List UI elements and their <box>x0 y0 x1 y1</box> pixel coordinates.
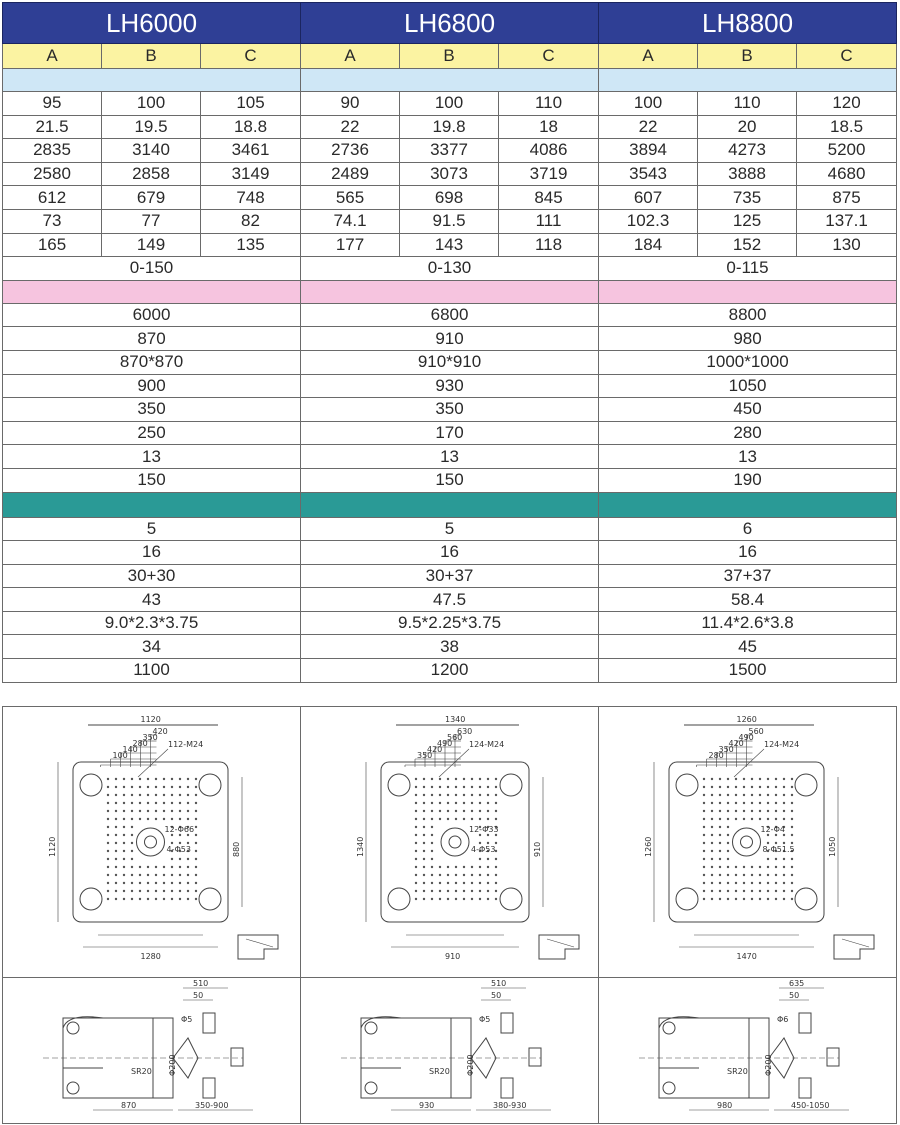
table-row <box>3 659 897 683</box>
table-cell: 5 <box>301 517 599 541</box>
section-band-cell <box>599 280 897 303</box>
dimension-label: 124-M24 <box>469 740 505 749</box>
table-cell: 34 <box>3 635 301 659</box>
variant-label: C <box>797 44 897 69</box>
table-cell: 120 <box>797 92 897 116</box>
nozzle-block <box>203 1013 215 1033</box>
general-section-band <box>3 492 897 517</box>
table-cell: 6 <box>599 517 897 541</box>
table-cell: 100 <box>102 92 201 116</box>
variant-label: A <box>599 44 698 69</box>
table-cell: 20 <box>698 115 797 139</box>
table-row <box>3 303 897 327</box>
dimension-label: Φ200 <box>168 1054 177 1076</box>
table-row <box>3 398 897 422</box>
dimension-label: Φ6 <box>777 1015 789 1024</box>
dimension-label: 280 <box>708 751 724 760</box>
table-cell: 3888 <box>698 162 797 186</box>
tie-bar-hole <box>388 888 410 910</box>
nozzle-drawing <box>599 978 897 1123</box>
table-cell: 3073 <box>400 162 499 186</box>
table-cell: 9.0*2.3*3.75 <box>3 611 301 635</box>
nozzle-block <box>501 1013 513 1033</box>
table-cell: 910 <box>301 327 599 351</box>
platen-drawing <box>599 707 897 977</box>
model-title: LH6000 <box>3 3 301 44</box>
table-cell: 47.5 <box>301 588 599 612</box>
variant-label: B <box>698 44 797 69</box>
table-cell: 150 <box>3 468 301 492</box>
table-cell: 350 <box>3 398 301 422</box>
dimension-label: SR20 <box>429 1067 450 1076</box>
dimension-label: 1050 <box>828 836 837 857</box>
table-cell: 0-150 <box>3 257 301 281</box>
table-cell: 3719 <box>499 162 599 186</box>
table-cell: 100 <box>599 92 698 116</box>
section-band-cell <box>301 492 599 517</box>
dimension-label: 510 <box>193 979 209 988</box>
table-row <box>3 517 897 541</box>
tie-bar-hole <box>199 774 221 796</box>
table-cell: 19.8 <box>400 115 499 139</box>
dimension-label: SR20 <box>131 1067 152 1076</box>
dimension-label: 870 <box>121 1101 137 1110</box>
table-cell: 250 <box>3 421 301 445</box>
dimension-label: 4-Φ53 <box>166 845 191 854</box>
center-ring <box>441 828 469 856</box>
dimension-label: 8-Φ51.5 <box>762 845 795 854</box>
nozzle-block <box>203 1078 215 1098</box>
tie-bar-hole <box>676 774 698 796</box>
table-cell: 13 <box>599 445 897 469</box>
table-cell: 607 <box>599 186 698 210</box>
model-title: LH6800 <box>301 3 599 44</box>
table-cell: 679 <box>102 186 201 210</box>
table-cell: 8800 <box>599 303 897 327</box>
table-row <box>3 635 897 659</box>
dimension-label: 280 <box>132 739 148 748</box>
tie-bar-hole <box>388 774 410 796</box>
table-cell: 135 <box>201 233 301 257</box>
table-cell: 16 <box>3 541 301 565</box>
platen-outline <box>73 762 228 922</box>
table-cell: 74.1 <box>301 209 400 233</box>
table-cell: 90 <box>301 92 400 116</box>
dimension-label: 880 <box>232 841 241 857</box>
dimension-label: 1120 <box>48 836 57 857</box>
table-cell: 5 <box>3 517 301 541</box>
table-cell: 22 <box>301 115 400 139</box>
nozzle-block <box>799 1078 811 1098</box>
table-cell: 22 <box>599 115 698 139</box>
table-cell: 4680 <box>797 162 897 186</box>
platen-drawing <box>301 707 599 977</box>
dimension-label: 490 <box>738 733 754 742</box>
table-cell: 3140 <box>102 139 201 163</box>
dimension-label: 350 <box>417 751 433 760</box>
table-cell: 105 <box>201 92 301 116</box>
dimension-label: 1120 <box>140 715 161 724</box>
table-cell: 184 <box>599 233 698 257</box>
table-cell: 73 <box>3 209 102 233</box>
table-cell: 125 <box>698 209 797 233</box>
table-cell: 3461 <box>201 139 301 163</box>
table-cell: 350 <box>301 398 599 422</box>
tie-bar-hole <box>676 888 698 910</box>
dimension-label: Φ5 <box>479 1015 491 1024</box>
table-cell: 2489 <box>301 162 400 186</box>
table-cell: 43 <box>3 588 301 612</box>
dimension-label: 1340 <box>356 836 365 857</box>
table-cell: 0-115 <box>599 257 897 281</box>
dimension-label: 1260 <box>644 836 653 857</box>
table-cell: 100 <box>400 92 499 116</box>
variant-label: B <box>102 44 201 69</box>
table-row <box>3 139 897 163</box>
dimension-label: 420 <box>427 745 443 754</box>
table-cell: 698 <box>400 186 499 210</box>
section-band-cell <box>599 69 897 92</box>
nozzle-block <box>799 1013 811 1033</box>
table-cell: 870 <box>3 327 301 351</box>
platen-drawing-cell <box>599 707 897 978</box>
table-cell: 9.5*2.25*3.75 <box>301 611 599 635</box>
table-cell: 1050 <box>599 374 897 398</box>
variant-label: A <box>3 44 102 69</box>
table-row <box>3 468 897 492</box>
table-cell: 0-130 <box>301 257 599 281</box>
dimension-label: 1340 <box>445 715 466 724</box>
model-title: LH8800 <box>599 3 897 44</box>
variant-label: C <box>201 44 301 69</box>
table-cell: 2736 <box>301 139 400 163</box>
center-ring <box>137 828 165 856</box>
table-cell: 170 <box>301 421 599 445</box>
table-cell: 13 <box>3 445 301 469</box>
tie-bar-hole <box>500 888 522 910</box>
table-cell: 137.1 <box>797 209 897 233</box>
dimension-label: 380-930 <box>493 1101 527 1110</box>
dimension-label: 560 <box>447 733 463 742</box>
center-ring <box>733 828 761 856</box>
model-header-row <box>3 3 897 44</box>
table-cell: 3149 <box>201 162 301 186</box>
table-cell: 870*870 <box>3 350 301 374</box>
dimension-label: 630 <box>457 727 473 736</box>
nozzle-drawing-cell <box>301 978 599 1124</box>
dimension-label: 930 <box>419 1101 435 1110</box>
platen-drawing-cell <box>301 707 599 978</box>
dimension-label: Φ200 <box>764 1054 773 1076</box>
table-cell: 845 <box>499 186 599 210</box>
tie-bar-hole <box>795 888 817 910</box>
dimension-label: SR20 <box>727 1067 748 1076</box>
nozzle-drawing <box>301 978 599 1123</box>
table-row <box>3 115 897 139</box>
table-cell: 37+37 <box>599 564 897 588</box>
table-cell: 2858 <box>102 162 201 186</box>
nozzle-drawing-cell <box>3 978 301 1124</box>
dimension-label: 490 <box>437 739 453 748</box>
table-cell: 118 <box>499 233 599 257</box>
table-cell: 6000 <box>3 303 301 327</box>
table-cell: 3543 <box>599 162 698 186</box>
table-cell: 3894 <box>599 139 698 163</box>
dimension-label: 100 <box>112 751 128 760</box>
table-row <box>3 541 897 565</box>
table-cell: 4086 <box>499 139 599 163</box>
variant-label: B <box>400 44 499 69</box>
table-cell: 1200 <box>301 659 599 683</box>
tie-bar-hole <box>80 888 102 910</box>
table-cell: 58.4 <box>599 588 897 612</box>
table-cell: 5200 <box>797 139 897 163</box>
table-cell: 1500 <box>599 659 897 683</box>
dimension-label: 50 <box>193 991 204 1000</box>
table-cell: 735 <box>698 186 797 210</box>
table-cell: 95 <box>3 92 102 116</box>
dimension-label: 140 <box>122 745 138 754</box>
dimension-label: 350-900 <box>195 1101 229 1110</box>
dimension-label: 560 <box>748 727 764 736</box>
dimension-label: 12-Φ4 <box>760 825 785 834</box>
section-band-cell <box>3 492 301 517</box>
table-cell: 82 <box>201 209 301 233</box>
dimension-label: 50 <box>491 991 502 1000</box>
dimension-label: 12-Φ66 <box>164 825 195 834</box>
table-cell: 910*910 <box>301 350 599 374</box>
table-cell: 930 <box>301 374 599 398</box>
drawings-panel <box>2 706 896 1121</box>
dimension-label: 420 <box>728 739 744 748</box>
tie-bar-hole <box>795 774 817 796</box>
table-cell: 91.5 <box>400 209 499 233</box>
variant-label: C <box>499 44 599 69</box>
table-cell: 2580 <box>3 162 102 186</box>
dimension-label: 50 <box>789 991 800 1000</box>
table-cell: 110 <box>698 92 797 116</box>
table-cell: 450 <box>599 398 897 422</box>
nozzle-block <box>501 1078 513 1098</box>
table-cell: 18.8 <box>201 115 301 139</box>
drawings-table <box>2 706 897 1124</box>
table-cell: 565 <box>301 186 400 210</box>
dimension-label: 635 <box>789 979 805 988</box>
dimension-label: 510 <box>491 979 507 988</box>
table-row <box>3 233 897 257</box>
table-cell: 30+30 <box>3 564 301 588</box>
table-cell: 165 <box>3 233 102 257</box>
dimension-label: 450-1050 <box>791 1101 830 1110</box>
table-row <box>3 162 897 186</box>
table-row <box>3 350 897 374</box>
table-cell: 38 <box>301 635 599 659</box>
dimension-label: 350 <box>142 733 158 742</box>
table-cell: 18.5 <box>797 115 897 139</box>
dimension-label: 112-M24 <box>168 740 204 749</box>
table-row <box>3 327 897 351</box>
table-cell: 16 <box>599 541 897 565</box>
dimension-label: 4-Φ53 <box>471 845 496 854</box>
dimension-label: 980 <box>717 1101 733 1110</box>
table-cell: 177 <box>301 233 400 257</box>
table-cell: 16 <box>301 541 599 565</box>
clamping-section-band <box>3 280 897 303</box>
table-cell: 4273 <box>698 139 797 163</box>
table-cell: 30+37 <box>301 564 599 588</box>
table-cell: 143 <box>400 233 499 257</box>
injection-section-band <box>3 69 897 92</box>
table-cell: 1000*1000 <box>599 350 897 374</box>
variant-header-row <box>3 44 897 69</box>
table-cell: 1100 <box>3 659 301 683</box>
table-cell: 612 <box>3 186 102 210</box>
tie-bar-hole <box>199 888 221 910</box>
nozzle-drawing-cell <box>599 978 897 1124</box>
section-band-cell <box>301 69 599 92</box>
table-cell: 45 <box>599 635 897 659</box>
dimension-label: 350 <box>718 745 734 754</box>
dimension-label: 420 <box>152 727 168 736</box>
tie-bar-hole <box>80 774 102 796</box>
table-cell: 13 <box>301 445 599 469</box>
table-cell: 77 <box>102 209 201 233</box>
dimension-label: 124-M24 <box>764 740 800 749</box>
platen-drawing <box>3 707 301 977</box>
platen-drawing-cell <box>3 707 301 978</box>
dimension-label: 910 <box>445 952 461 961</box>
dimension-label: 12-Φ33 <box>469 825 499 834</box>
table-cell: 6800 <box>301 303 599 327</box>
section-band-cell <box>599 492 897 517</box>
platen-outline <box>669 762 824 922</box>
dimension-label: 1260 <box>736 715 757 724</box>
table-cell: 11.4*2.6*3.8 <box>599 611 897 635</box>
table-cell: 980 <box>599 327 897 351</box>
table-cell: 102.3 <box>599 209 698 233</box>
section-band-cell <box>3 69 301 92</box>
spec-table <box>2 2 897 683</box>
dimension-label: Φ200 <box>466 1054 475 1076</box>
table-cell: 3377 <box>400 139 499 163</box>
dimension-label: Φ5 <box>181 1015 193 1024</box>
platen-outline <box>381 762 529 922</box>
table-cell: 152 <box>698 233 797 257</box>
table-row <box>3 421 897 445</box>
table-row <box>3 257 897 281</box>
table-cell: 748 <box>201 186 301 210</box>
table-cell: 875 <box>797 186 897 210</box>
dimension-label: 910 <box>533 841 542 857</box>
tie-bar-hole <box>500 774 522 796</box>
table-cell: 21.5 <box>3 115 102 139</box>
variant-label: A <box>301 44 400 69</box>
table-row <box>3 186 897 210</box>
table-row <box>3 374 897 398</box>
spec-sheet <box>2 2 896 683</box>
table-cell: 18 <box>499 115 599 139</box>
table-cell: 190 <box>599 468 897 492</box>
table-cell: 2835 <box>3 139 102 163</box>
table-cell: 19.5 <box>102 115 201 139</box>
table-cell: 150 <box>301 468 599 492</box>
dimension-label: 1470 <box>736 952 757 961</box>
table-row <box>3 92 897 116</box>
platen-drawings-row <box>3 707 897 978</box>
table-cell: 280 <box>599 421 897 445</box>
dimension-label: 1280 <box>140 952 161 961</box>
nozzle-drawing <box>3 978 301 1123</box>
table-row <box>3 588 897 612</box>
nozzle-drawings-row <box>3 978 897 1124</box>
table-row <box>3 209 897 233</box>
table-cell: 149 <box>102 233 201 257</box>
table-cell: 130 <box>797 233 897 257</box>
section-band-cell <box>3 280 301 303</box>
table-cell: 900 <box>3 374 301 398</box>
table-row <box>3 445 897 469</box>
table-row <box>3 564 897 588</box>
table-cell: 110 <box>499 92 599 116</box>
table-row <box>3 611 897 635</box>
section-band-cell <box>301 280 599 303</box>
table-cell: 111 <box>499 209 599 233</box>
